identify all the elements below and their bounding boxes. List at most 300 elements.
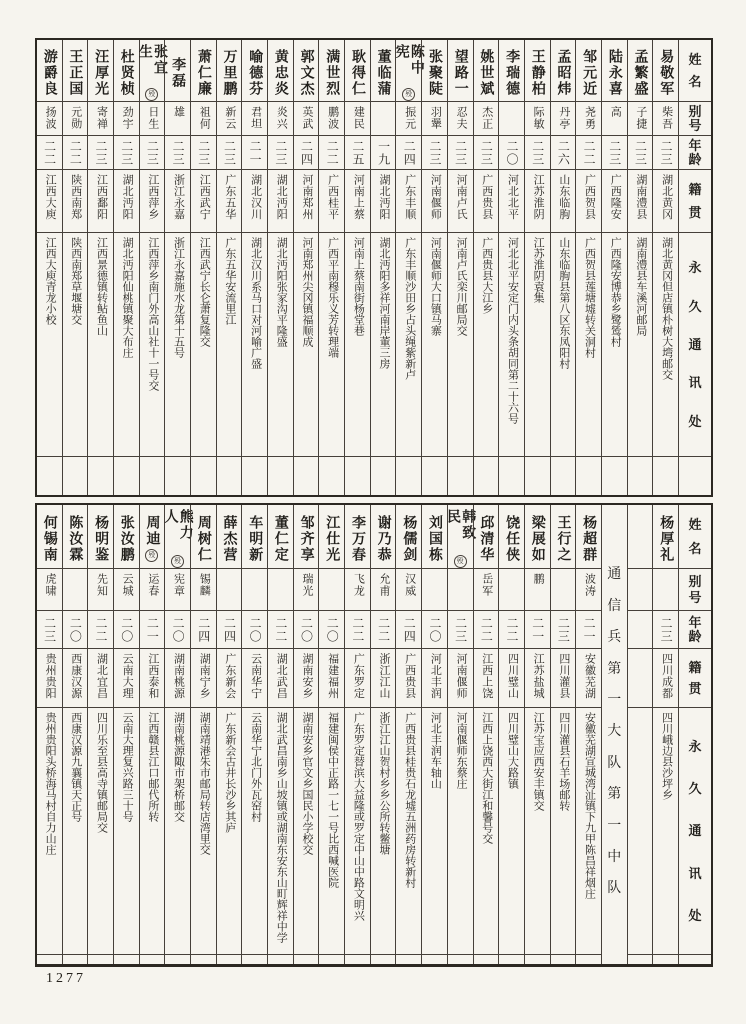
cell-text: 二三	[145, 139, 160, 166]
cell-text: 湖北黄冈	[660, 174, 673, 220]
alias-cell	[551, 102, 576, 136]
spacer-cell	[345, 955, 370, 964]
alias-cell	[88, 569, 113, 611]
address-cell	[653, 233, 678, 457]
name-cell	[319, 505, 344, 569]
address-cell	[525, 233, 550, 457]
address-cell	[217, 708, 242, 955]
native-place-cell	[448, 649, 473, 708]
person-column	[498, 40, 524, 495]
person-name: 江仕光	[324, 514, 340, 563]
person-name: 杨明鉴	[93, 514, 109, 563]
age-cell	[268, 136, 293, 170]
header-char: 籍	[688, 182, 702, 197]
alias-cell	[345, 569, 370, 611]
cell-text: 广西贵县大江乡	[480, 237, 493, 314]
alias-cell	[422, 102, 447, 136]
person-column	[162, 505, 193, 964]
cell-text: 湖南桃源	[172, 653, 185, 699]
empty-cell	[628, 649, 653, 708]
spacer-cell	[474, 955, 499, 964]
age-cell	[499, 611, 524, 649]
native-place-cell	[602, 170, 627, 233]
address-cell	[422, 233, 447, 457]
cell-text: 锡麟	[198, 573, 211, 597]
address-cell	[551, 708, 576, 955]
age-cell	[499, 136, 524, 170]
cell-text: 二三	[659, 139, 674, 166]
age-cell	[474, 136, 499, 170]
native-place-cell	[576, 170, 601, 233]
alias-cell	[63, 569, 88, 611]
age-cell	[191, 136, 216, 170]
cell-text: 广西贵县	[480, 174, 493, 220]
name-cell	[63, 505, 88, 569]
cell-text: 河北北平安定门内头条胡同第二十六号	[506, 237, 519, 424]
cell-text: 尧勇	[583, 106, 596, 130]
cell-text: 允甫	[378, 573, 391, 597]
roster-table-top	[35, 38, 713, 497]
cell-text: 四川峨边县沙坪乡	[660, 712, 673, 800]
header-char: 别	[688, 574, 702, 589]
empty-cell	[628, 569, 653, 611]
cell-text: 江苏淮阴	[532, 174, 545, 220]
age-cell	[191, 611, 216, 649]
native-place-cell	[396, 649, 421, 708]
alias-cell	[422, 569, 447, 611]
cell-text: 二三	[94, 139, 108, 166]
cell-text: 二三	[196, 139, 211, 166]
cell-text: 君坦	[249, 106, 262, 130]
spacer-cell	[140, 457, 165, 495]
header-char: 永	[688, 739, 702, 755]
spacer-cell	[396, 955, 421, 964]
native-place-cell	[653, 170, 678, 233]
address-cell	[37, 708, 62, 955]
person-column	[113, 505, 139, 964]
spacer-cell	[371, 457, 396, 495]
cell-text: 湖南宁乡	[198, 653, 211, 699]
cell-text: 二二	[350, 616, 365, 643]
unit-title-char: 第	[607, 661, 622, 677]
alias-cell	[294, 102, 319, 136]
cell-text: 柴吾	[660, 106, 673, 130]
native-place-cell	[217, 649, 242, 708]
address-cell	[242, 233, 267, 457]
header-char: 久	[688, 781, 702, 797]
person-name: 熊力人	[162, 509, 193, 541]
spacer-cell	[319, 457, 344, 495]
age-cell	[602, 136, 627, 170]
native-place-cell	[525, 170, 550, 233]
cell-text: 二一	[248, 139, 263, 166]
cell-text: 二三	[42, 616, 57, 643]
cell-text: 陕西南郑草堰塘交	[69, 237, 82, 325]
cell-text: 山东临朐县第八区东凤阳村	[557, 237, 570, 369]
cell-text: 广东新会古井长沙乡其庐	[223, 712, 236, 833]
cell-text: 云城	[121, 573, 134, 597]
person-name: 杨超群	[581, 514, 597, 563]
alias-cell	[576, 102, 601, 136]
native-place-cell	[165, 170, 190, 233]
person-column	[524, 505, 550, 964]
person-name: 李万春	[349, 514, 365, 563]
alias-cell	[396, 102, 421, 136]
unit-title-char: 第	[607, 787, 622, 803]
cell-text: 四川灌县	[557, 653, 570, 699]
age-cell	[217, 611, 242, 649]
cell-text: 四川璧山大路镇	[506, 712, 519, 789]
native-place-cell	[371, 170, 396, 233]
native-place-cell	[140, 649, 165, 708]
address-cell	[268, 233, 293, 457]
person-name: 望路一	[452, 48, 468, 97]
native-place-cell	[422, 649, 447, 708]
unit-title-char: 中	[607, 850, 622, 866]
cell-text: 河南上蔡南街杨堂巷	[352, 237, 365, 336]
name-cell	[88, 505, 113, 569]
person-column	[550, 40, 576, 495]
alias-cell	[474, 102, 499, 136]
alias-cell	[242, 569, 267, 611]
cell-text: 河北丰润车轴山	[429, 712, 442, 789]
spacer-cell	[576, 457, 601, 495]
native-place-cell	[242, 170, 267, 233]
alias-cell	[268, 569, 293, 611]
name-cell	[165, 40, 190, 102]
person-name: 耿得仁	[349, 48, 365, 97]
person-column	[241, 40, 267, 495]
spacer-cell	[88, 955, 113, 964]
spacer-cell	[525, 457, 550, 495]
name-cell	[37, 505, 62, 569]
age-cell	[396, 136, 421, 170]
cell-text: 二六	[556, 139, 571, 166]
cell-text: 江西萍乡南门外高山社十一号交	[146, 237, 159, 391]
name-cell	[628, 40, 653, 102]
cell-text: 广东丰顺沙田乡占头绳紫新卢	[403, 237, 416, 380]
cell-text: 湖北沔阳张家沟平隆盛	[275, 237, 288, 347]
cell-text: 河南偃师	[429, 174, 442, 220]
cell-text: 二二	[68, 139, 83, 166]
native-place-cell	[448, 170, 473, 233]
cell-text: 瑞光	[300, 573, 313, 597]
spacer-cell	[679, 955, 711, 964]
cell-text: 日生	[146, 106, 159, 130]
spacer-cell	[88, 457, 113, 495]
person-name: 周树仁	[195, 514, 211, 563]
cell-text: 二三	[171, 139, 186, 166]
cell-text: 湖南靖港朱市邮局转店湾里交	[198, 712, 211, 855]
header-column	[678, 505, 711, 964]
header-char: 贯	[688, 681, 702, 697]
alias-cell	[525, 102, 550, 136]
person-column	[473, 505, 499, 964]
person-name: 李瑞德	[504, 48, 520, 97]
native-place-cell	[88, 170, 113, 233]
person-column	[267, 40, 293, 495]
header-column	[678, 40, 711, 495]
cell-text: 广东罗定替滨大益隆或罗定中山中路文明兴	[352, 712, 365, 921]
person-column	[524, 40, 550, 495]
cell-text: 二二	[42, 139, 57, 166]
cell-text: 浙江江山	[378, 653, 391, 699]
person-column	[550, 505, 576, 964]
column-header-cell	[679, 170, 711, 233]
cell-text: 河北北平	[506, 174, 519, 220]
address-cell	[191, 708, 216, 955]
address-cell	[165, 233, 190, 457]
native-place-cell	[37, 170, 62, 233]
name-cell	[653, 40, 678, 102]
native-place-cell	[396, 170, 421, 233]
native-place-cell	[345, 649, 370, 708]
cell-text: 二四	[299, 139, 314, 166]
spacer-cell	[217, 955, 242, 964]
person-column	[652, 505, 678, 964]
native-place-cell	[268, 649, 293, 708]
cell-text: 安徽芜湖宣城湾沚镇下九甲陈昌祥烟庄	[583, 712, 596, 899]
unit-title-column	[601, 505, 627, 964]
column-header-cell	[679, 102, 711, 136]
cell-text: 二一	[582, 616, 597, 643]
address-cell	[422, 708, 447, 955]
spacer-cell	[268, 955, 293, 964]
address-cell	[165, 708, 190, 955]
person-column	[37, 40, 62, 495]
person-name: 萧仁廉	[195, 48, 211, 97]
cell-text: 二〇	[427, 616, 442, 643]
name-cell	[576, 505, 601, 569]
address-cell	[448, 708, 473, 955]
cell-text: 二二	[582, 139, 597, 166]
cell-text: 广东罗定	[352, 653, 365, 699]
cell-text: 广东五华安流里江	[223, 237, 236, 325]
address-cell	[242, 708, 267, 955]
header-char: 龄	[688, 629, 702, 645]
cell-text: 子捷	[634, 106, 647, 130]
address-cell	[628, 233, 653, 457]
cell-text: 二〇	[248, 616, 263, 643]
age-cell	[165, 611, 190, 649]
name-cell	[88, 40, 113, 102]
person-column	[267, 505, 293, 964]
cell-text: 河北丰润	[429, 653, 442, 699]
alias-cell	[165, 569, 190, 611]
age-cell	[242, 611, 267, 649]
cell-text: 江西泰和	[146, 653, 159, 699]
cell-text: 江西景德镇转鲇鱼山	[95, 237, 108, 336]
header-char: 通	[688, 336, 702, 352]
spacer-cell	[653, 955, 678, 964]
person-column	[393, 40, 424, 495]
page-number: 1277	[46, 971, 86, 986]
person-column	[216, 505, 242, 964]
native-place-cell	[114, 649, 139, 708]
cell-text: 湖南澧县车溪河邮局	[634, 237, 647, 336]
address-cell	[551, 233, 576, 457]
cell-text: 广西贺县	[583, 174, 596, 220]
address-cell	[37, 233, 62, 457]
native-place-cell	[294, 649, 319, 708]
address-cell	[114, 708, 139, 955]
alias-cell	[371, 102, 396, 136]
cell-text: 湖北武昌	[275, 653, 288, 699]
name-cell	[242, 505, 267, 569]
cell-text: 江西上饶西大街江和馨号交	[480, 712, 493, 844]
native-place-cell	[551, 170, 576, 233]
name-cell	[474, 40, 499, 102]
cell-text: 杰正	[480, 106, 493, 130]
age-cell	[242, 136, 267, 170]
age-cell	[396, 611, 421, 649]
cell-text: 劲宇	[121, 106, 134, 130]
cell-text: 寄禅	[95, 106, 108, 130]
cell-text: 二三	[607, 139, 622, 166]
person-column	[370, 505, 396, 964]
person-column	[139, 505, 165, 964]
alias-cell	[191, 102, 216, 136]
name-cell	[445, 505, 476, 569]
native-place-cell	[499, 649, 524, 708]
alias-cell	[525, 569, 550, 611]
cell-text: 扬波	[44, 106, 57, 130]
cell-text: 江西大庾青龙小校	[44, 237, 57, 325]
alias-cell	[140, 569, 165, 611]
cell-text: 二三	[659, 616, 674, 643]
unit-title	[602, 505, 627, 964]
unit-title-char: 队	[607, 755, 622, 771]
age-cell	[217, 136, 242, 170]
address-cell	[191, 233, 216, 457]
person-column	[293, 505, 319, 964]
native-place-cell	[345, 170, 370, 233]
person-name: 邱清华	[478, 514, 494, 563]
address-cell	[499, 708, 524, 955]
person-column	[498, 505, 524, 964]
cell-text: 际敏	[532, 106, 545, 130]
person-name: 郭文杰	[298, 48, 314, 97]
empty-cell	[628, 611, 653, 649]
person-name: 刘国栋	[427, 514, 443, 563]
cell-text: 湖南澧县	[634, 174, 647, 220]
cell-text: 鹏	[532, 573, 545, 585]
name-cell	[422, 40, 447, 102]
native-place-cell	[474, 170, 499, 233]
cell-text: 河南偃师	[455, 653, 468, 699]
cell-text: 二三	[556, 616, 571, 643]
address-cell	[576, 233, 601, 457]
name-cell	[294, 505, 319, 569]
address-cell	[268, 708, 293, 955]
address-cell	[319, 708, 344, 955]
spacer-cell	[525, 955, 550, 964]
cell-text: 贵州贵阳	[44, 653, 57, 699]
cell-text: 二三	[273, 139, 288, 166]
native-place-cell	[217, 170, 242, 233]
cell-text: 湖北武昌南乡山坡镇或湖南东安东山町辉祥中学	[275, 712, 288, 943]
person-name: 杨厚礼	[658, 514, 674, 563]
alias-cell	[576, 569, 601, 611]
spacer-cell	[628, 457, 653, 495]
cell-text: 雄	[172, 106, 185, 118]
native-place-cell	[653, 649, 678, 708]
cell-text: 山东临朐	[557, 174, 570, 220]
person-name: 黄忠炎	[272, 48, 288, 97]
native-place-cell	[242, 649, 267, 708]
spacer-cell	[268, 457, 293, 495]
person-name: 杜贤桢	[118, 48, 134, 97]
cell-text: 二〇	[171, 616, 186, 643]
cell-text: 二三	[453, 139, 468, 166]
alias-cell	[653, 102, 678, 136]
person-name: 薛杰营	[221, 514, 237, 563]
cell-text: 广西贺县莲塘墟转关洞村	[583, 237, 596, 358]
cell-text: 二〇	[505, 139, 519, 166]
spacer-cell	[551, 457, 576, 495]
cell-text: 湖北宜昌	[95, 653, 108, 699]
person-name: 邹元近	[581, 48, 597, 97]
name-cell	[268, 40, 293, 102]
person-column	[164, 40, 190, 495]
cell-text: 云南华宁	[249, 653, 262, 699]
age-cell	[551, 136, 576, 170]
cell-text: 河南郑州	[300, 174, 313, 220]
cell-text: 江西大庾	[44, 174, 57, 220]
header-char: 永	[688, 260, 702, 276]
person-name: 王行之	[555, 514, 571, 563]
age-cell	[140, 136, 165, 170]
person-column	[652, 40, 678, 495]
spacer-cell	[140, 955, 165, 964]
alias-cell	[114, 569, 139, 611]
spacer-cell	[37, 457, 62, 495]
column-header-cell	[679, 505, 711, 569]
person-column	[575, 40, 601, 495]
person-column	[421, 505, 447, 964]
person-column	[370, 40, 396, 495]
person-column	[344, 505, 370, 964]
name-cell	[576, 40, 601, 102]
alias-cell	[371, 569, 396, 611]
alias-cell	[217, 569, 242, 611]
name-cell	[140, 505, 165, 569]
cell-text: 广东新会	[223, 653, 236, 699]
cell-text: 波涛	[583, 573, 596, 597]
spacer-cell	[551, 955, 576, 964]
person-name: 邹齐享	[298, 514, 314, 563]
native-place-cell	[525, 649, 550, 708]
person-name: 游爵良	[41, 48, 57, 97]
native-place-cell	[551, 649, 576, 708]
column-header-cell	[679, 233, 711, 457]
age-cell	[576, 136, 601, 170]
person-name: 陈汝霖	[67, 514, 83, 563]
spacer-cell	[294, 955, 319, 964]
name-cell	[114, 505, 139, 569]
name-cell	[294, 40, 319, 102]
cell-text: 福建闽侯中正路一七一号比西喊医院	[326, 712, 339, 888]
cell-text: 江苏淮阴袁集	[532, 237, 545, 303]
native-place-cell	[191, 649, 216, 708]
person-column	[241, 505, 267, 964]
spacer-cell	[371, 955, 396, 964]
cell-text: 二三	[453, 616, 468, 643]
name-cell	[162, 505, 193, 569]
cell-text: 二二	[376, 616, 391, 643]
native-place-cell	[63, 649, 88, 708]
cell-text: 四川璧山	[506, 653, 519, 699]
